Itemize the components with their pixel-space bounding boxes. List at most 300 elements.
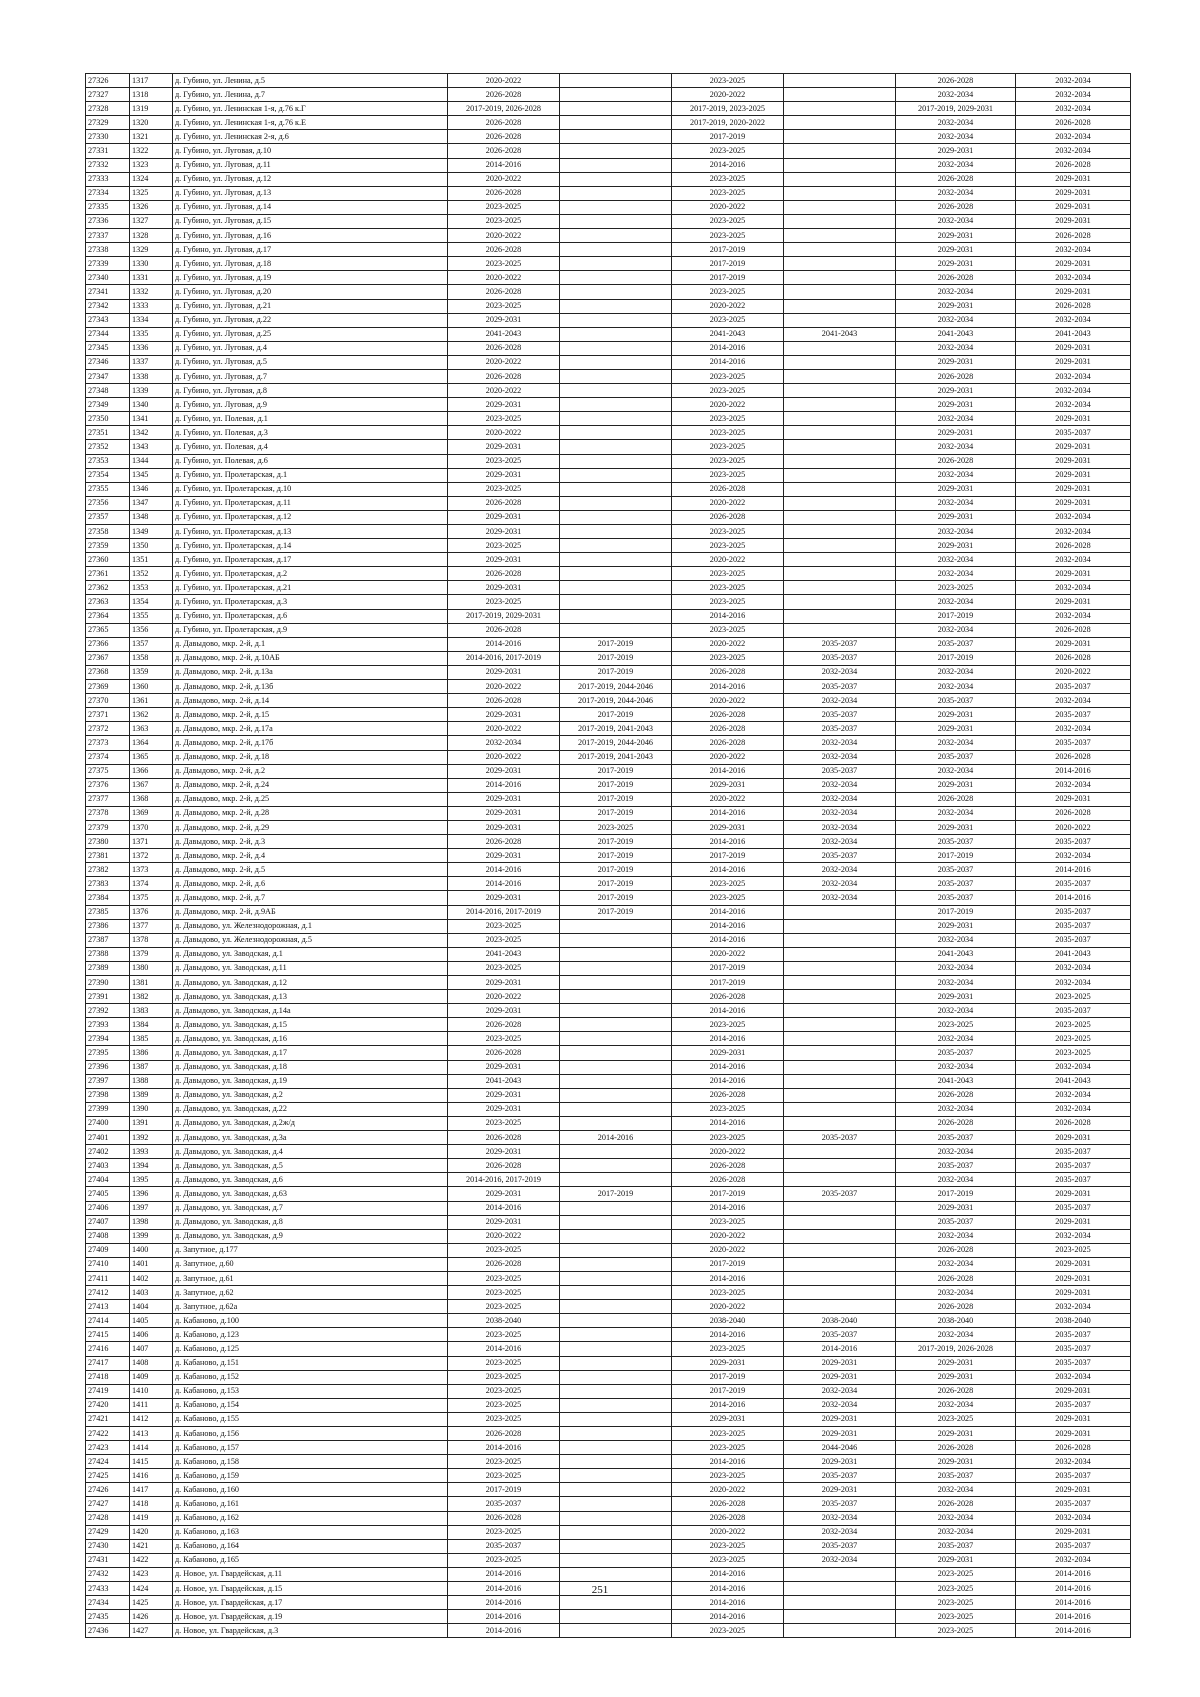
table-row: [86, 1398, 1131, 1412]
period-2-cell: [560, 1497, 672, 1511]
row-number-cell: 27330: [86, 130, 130, 144]
period-4-cell: [784, 158, 896, 172]
address-cell: д. Давыдово, мкр. 2-й, д.10АБ: [173, 651, 448, 665]
period-4-cell: 2032-2034: [784, 792, 896, 806]
item-number-cell: 1392: [130, 1131, 173, 1145]
period-1-cell: 2026-2028: [448, 694, 560, 708]
period-4-cell: [784, 355, 896, 369]
address-cell: д. Давыдово, ул. Заводская, д.4: [173, 1145, 448, 1159]
period-1-cell: 2026-2028: [448, 623, 560, 637]
period-3-cell: 2020-2022: [672, 750, 784, 764]
table-row: [86, 792, 1131, 806]
address-cell: д. Запутное, д.60: [173, 1257, 448, 1271]
period-2-cell: [560, 553, 672, 567]
period-3-cell: 2023-2025: [672, 144, 784, 158]
period-6-cell: 2029-2031: [1016, 341, 1131, 355]
table-row: [86, 567, 1131, 581]
period-6-cell: 2041-2043: [1016, 947, 1131, 961]
table-row: [86, 102, 1131, 116]
period-4-cell: [784, 1046, 896, 1060]
address-cell: д. Губино, ул. Пролетарская, д.2: [173, 567, 448, 581]
period-2-cell: [560, 1567, 672, 1581]
period-6-cell: 2029-2031: [1016, 1412, 1131, 1426]
period-1-cell: 2023-2025: [448, 200, 560, 214]
period-5-cell: 2032-2034: [896, 680, 1016, 694]
period-6-cell: 2023-2025: [1016, 1032, 1131, 1046]
row-number-cell: 27357: [86, 510, 130, 524]
period-4-cell: 2041-2043: [784, 327, 896, 341]
period-5-cell: 2029-2031: [896, 919, 1016, 933]
address-cell: д. Давыдово, ул. Заводская, д.19: [173, 1074, 448, 1088]
period-1-cell: 2014-2016, 2017-2019: [448, 1173, 560, 1187]
period-1-cell: 2023-2025: [448, 1384, 560, 1398]
period-4-cell: [784, 172, 896, 186]
period-4-cell: 2035-2037: [784, 1469, 896, 1483]
period-3-cell: 2023-2025: [672, 1539, 784, 1553]
period-3-cell: 2020-2022: [672, 553, 784, 567]
period-5-cell: 2029-2031: [896, 144, 1016, 158]
address-cell: д. Давыдово, мкр. 2-й, д.18: [173, 750, 448, 764]
item-number-cell: 1360: [130, 680, 173, 694]
period-2-cell: [560, 482, 672, 496]
item-number-cell: 1324: [130, 172, 173, 186]
period-2-cell: 2017-2019: [560, 891, 672, 905]
period-6-cell: 2026-2028: [1016, 299, 1131, 313]
row-number-cell: 27326: [86, 74, 130, 88]
address-cell: д. Кабаново, д.160: [173, 1483, 448, 1497]
period-5-cell: 2023-2025: [896, 1582, 1016, 1596]
row-number-cell: 27402: [86, 1145, 130, 1159]
row-number-cell: 27424: [86, 1455, 130, 1469]
table-row: [86, 1342, 1131, 1356]
item-number-cell: 1420: [130, 1525, 173, 1539]
period-2-cell: [560, 1441, 672, 1455]
period-6-cell: 2014-2016: [1016, 1624, 1131, 1638]
period-3-cell: 2026-2028: [672, 1173, 784, 1187]
table-row: [86, 440, 1131, 454]
item-number-cell: 1373: [130, 863, 173, 877]
period-3-cell: 2014-2016: [672, 806, 784, 820]
row-number-cell: 27383: [86, 877, 130, 891]
item-number-cell: 1371: [130, 835, 173, 849]
address-cell: д. Новое, ул. Гвардейская, д.3: [173, 1624, 448, 1638]
period-3-cell: 2023-2025: [672, 1215, 784, 1229]
address-cell: д. Давыдово, ул. Заводская, д.7: [173, 1201, 448, 1215]
period-5-cell: 2026-2028: [896, 1384, 1016, 1398]
table-row: [86, 595, 1131, 609]
period-3-cell: 2023-2025: [672, 891, 784, 905]
period-6-cell: 2014-2016: [1016, 764, 1131, 778]
period-3-cell: 2014-2016: [672, 1610, 784, 1624]
period-4-cell: [784, 116, 896, 130]
period-2-cell: 2017-2019: [560, 778, 672, 792]
period-3-cell: 2023-2025: [672, 172, 784, 186]
item-number-cell: 1377: [130, 919, 173, 933]
item-number-cell: 1426: [130, 1610, 173, 1624]
table-row: [86, 750, 1131, 764]
item-number-cell: 1343: [130, 440, 173, 454]
table-row: [86, 482, 1131, 496]
item-number-cell: 1351: [130, 553, 173, 567]
period-2-cell: [560, 510, 672, 524]
period-4-cell: [784, 1271, 896, 1285]
address-cell: д. Губино, ул. Луговая, д.11: [173, 158, 448, 172]
row-number-cell: 27397: [86, 1074, 130, 1088]
period-5-cell: 2023-2025: [896, 1624, 1016, 1638]
period-1-cell: 2014-2016: [448, 778, 560, 792]
period-2-cell: 2017-2019, 2041-2043: [560, 750, 672, 764]
row-number-cell: 27435: [86, 1610, 130, 1624]
period-6-cell: 2029-2031: [1016, 792, 1131, 806]
period-1-cell: 2029-2031: [448, 581, 560, 595]
period-1-cell: 2023-2025: [448, 454, 560, 468]
period-5-cell: 2032-2034: [896, 1032, 1016, 1046]
period-5-cell: 2032-2034: [896, 1004, 1016, 1018]
period-2-cell: [560, 1384, 672, 1398]
row-number-cell: 27388: [86, 947, 130, 961]
item-number-cell: 1335: [130, 327, 173, 341]
period-3-cell: 2023-2025: [672, 1624, 784, 1638]
period-4-cell: [784, 1257, 896, 1271]
period-4-cell: 2032-2034: [784, 694, 896, 708]
period-6-cell: 2035-2037: [1016, 1398, 1131, 1412]
period-1-cell: 2023-2025: [448, 1398, 560, 1412]
period-3-cell: 2026-2028: [672, 1511, 784, 1525]
period-1-cell: 2026-2028: [448, 116, 560, 130]
period-1-cell: 2029-2031: [448, 820, 560, 834]
period-3-cell: 2014-2016: [672, 1201, 784, 1215]
period-6-cell: 2035-2037: [1016, 708, 1131, 722]
period-4-cell: [784, 581, 896, 595]
period-2-cell: [560, 1074, 672, 1088]
period-5-cell: 2035-2037: [896, 1131, 1016, 1145]
row-number-cell: 27348: [86, 384, 130, 398]
period-3-cell: 2014-2016: [672, 1398, 784, 1412]
period-4-cell: [784, 313, 896, 327]
period-1-cell: 2020-2022: [448, 271, 560, 285]
period-5-cell: 2032-2034: [896, 567, 1016, 581]
item-number-cell: 1414: [130, 1441, 173, 1455]
row-number-cell: 27353: [86, 454, 130, 468]
table-row: [86, 200, 1131, 214]
address-cell: д. Кабаново, д.165: [173, 1553, 448, 1567]
item-number-cell: 1424: [130, 1582, 173, 1596]
period-1-cell: 2023-2025: [448, 1300, 560, 1314]
period-1-cell: 2026-2028: [448, 1159, 560, 1173]
period-4-cell: [784, 525, 896, 539]
period-1-cell: 2026-2028: [448, 1046, 560, 1060]
period-2-cell: [560, 1243, 672, 1257]
period-5-cell: 2029-2031: [896, 257, 1016, 271]
period-6-cell: 2038-2040: [1016, 1314, 1131, 1328]
period-6-cell: 2032-2034: [1016, 694, 1131, 708]
period-3-cell: 2029-2031: [672, 820, 784, 834]
row-number-cell: 27375: [86, 764, 130, 778]
table-row: [86, 1483, 1131, 1497]
item-number-cell: 1403: [130, 1286, 173, 1300]
period-2-cell: [560, 595, 672, 609]
period-4-cell: 2032-2034: [784, 665, 896, 679]
period-6-cell: 2014-2016: [1016, 863, 1131, 877]
period-3-cell: 2029-2031: [672, 1356, 784, 1370]
period-3-cell: 2014-2016: [672, 905, 784, 919]
period-3-cell: 2014-2016: [672, 919, 784, 933]
period-6-cell: 2032-2034: [1016, 369, 1131, 383]
period-4-cell: 2035-2037: [784, 1497, 896, 1511]
table-row: [86, 158, 1131, 172]
period-3-cell: 2017-2019, 2020-2022: [672, 116, 784, 130]
address-cell: д. Давыдово, ул. Заводская, д.13: [173, 990, 448, 1004]
period-6-cell: 2035-2037: [1016, 1004, 1131, 1018]
period-5-cell: 2029-2031: [896, 778, 1016, 792]
period-1-cell: 2023-2025: [448, 1116, 560, 1130]
period-3-cell: 2020-2022: [672, 398, 784, 412]
table-row: [86, 243, 1131, 257]
period-3-cell: 2014-2016: [672, 158, 784, 172]
item-number-cell: 1413: [130, 1427, 173, 1441]
address-cell: д. Губино, ул. Луговая, д.17: [173, 243, 448, 257]
period-4-cell: 2032-2034: [784, 806, 896, 820]
period-1-cell: 2023-2025: [448, 1243, 560, 1257]
item-number-cell: 1404: [130, 1300, 173, 1314]
period-5-cell: 2026-2028: [896, 74, 1016, 88]
period-4-cell: 2038-2040: [784, 1314, 896, 1328]
period-6-cell: 2035-2037: [1016, 905, 1131, 919]
period-5-cell: 2032-2034: [896, 214, 1016, 228]
item-number-cell: 1372: [130, 849, 173, 863]
period-3-cell: 2017-2019: [672, 1187, 784, 1201]
period-3-cell: 2014-2016: [672, 1582, 784, 1596]
item-number-cell: 1382: [130, 990, 173, 1004]
period-1-cell: 2029-2031: [448, 1060, 560, 1074]
period-6-cell: 2035-2037: [1016, 426, 1131, 440]
period-5-cell: 2032-2034: [896, 595, 1016, 609]
period-6-cell: 2032-2034: [1016, 1088, 1131, 1102]
item-number-cell: 1334: [130, 313, 173, 327]
item-number-cell: 1400: [130, 1243, 173, 1257]
period-5-cell: 2032-2034: [896, 88, 1016, 102]
period-1-cell: 2029-2031: [448, 1145, 560, 1159]
table-row: [86, 1018, 1131, 1032]
period-2-cell: [560, 1102, 672, 1116]
item-number-cell: 1344: [130, 454, 173, 468]
address-cell: д. Давыдово, мкр. 2-й, д.25: [173, 792, 448, 806]
period-1-cell: 2032-2034: [448, 736, 560, 750]
period-1-cell: 2020-2022: [448, 990, 560, 1004]
period-2-cell: [560, 243, 672, 257]
period-5-cell: 2032-2034: [896, 1060, 1016, 1074]
period-2-cell: 2017-2019: [560, 651, 672, 665]
period-3-cell: 2017-2019: [672, 1384, 784, 1398]
period-5-cell: 2032-2034: [896, 285, 1016, 299]
address-cell: д. Губино, ул. Луговая, д.19: [173, 271, 448, 285]
table-row: [86, 1116, 1131, 1130]
row-number-cell: 27387: [86, 933, 130, 947]
table-row: [86, 665, 1131, 679]
period-2-cell: [560, 398, 672, 412]
period-1-cell: 2020-2022: [448, 722, 560, 736]
address-cell: д. Губино, ул. Пролетарская, д.21: [173, 581, 448, 595]
period-3-cell: 2023-2025: [672, 1131, 784, 1145]
table-row: [86, 1497, 1131, 1511]
row-number-cell: 27405: [86, 1187, 130, 1201]
period-3-cell: 2023-2025: [672, 567, 784, 581]
period-4-cell: [784, 1300, 896, 1314]
period-2-cell: [560, 384, 672, 398]
address-cell: д. Давыдово, мкр. 2-й, д.13б: [173, 680, 448, 694]
period-5-cell: 2029-2031: [896, 1455, 1016, 1469]
address-cell: д. Давыдово, ул. Заводская, д.11: [173, 961, 448, 975]
period-1-cell: 2023-2025: [448, 1455, 560, 1469]
table-row: [86, 186, 1131, 200]
item-number-cell: 1383: [130, 1004, 173, 1018]
period-3-cell: 2023-2025: [672, 74, 784, 88]
table-row: [86, 1243, 1131, 1257]
period-5-cell: 2023-2025: [896, 1412, 1016, 1426]
table-row: [86, 1455, 1131, 1469]
period-5-cell: 2032-2034: [896, 1229, 1016, 1243]
table-row: [86, 1553, 1131, 1567]
period-6-cell: 2032-2034: [1016, 722, 1131, 736]
row-number-cell: 27395: [86, 1046, 130, 1060]
row-number-cell: 27427: [86, 1497, 130, 1511]
item-number-cell: 1370: [130, 820, 173, 834]
row-number-cell: 27417: [86, 1356, 130, 1370]
period-5-cell: 2032-2034: [896, 933, 1016, 947]
address-cell: д. Давыдово, мкр. 2-й, д.1: [173, 637, 448, 651]
table-row: [86, 412, 1131, 426]
period-2-cell: [560, 1412, 672, 1426]
period-4-cell: [784, 1088, 896, 1102]
period-4-cell: [784, 1173, 896, 1187]
item-number-cell: 1339: [130, 384, 173, 398]
table-row: [86, 496, 1131, 510]
period-3-cell: 2020-2022: [672, 947, 784, 961]
address-cell: д. Запутное, д.62: [173, 1286, 448, 1300]
row-number-cell: 27407: [86, 1215, 130, 1229]
period-4-cell: [784, 285, 896, 299]
address-cell: д. Запутное, д.61: [173, 1271, 448, 1285]
item-number-cell: 1387: [130, 1060, 173, 1074]
item-number-cell: 1401: [130, 1257, 173, 1271]
row-number-cell: 27340: [86, 271, 130, 285]
row-number-cell: 27380: [86, 835, 130, 849]
address-cell: д. Губино, ул. Полевая, д.4: [173, 440, 448, 454]
period-2-cell: [560, 1539, 672, 1553]
period-3-cell: 2014-2016: [672, 764, 784, 778]
table-row: [86, 1300, 1131, 1314]
period-2-cell: [560, 116, 672, 130]
period-6-cell: 2032-2034: [1016, 1511, 1131, 1525]
row-number-cell: 27358: [86, 525, 130, 539]
period-5-cell: 2032-2034: [896, 665, 1016, 679]
period-3-cell: 2023-2025: [672, 1342, 784, 1356]
period-6-cell: 2032-2034: [1016, 398, 1131, 412]
period-6-cell: 2032-2034: [1016, 271, 1131, 285]
table-row: [86, 637, 1131, 651]
period-2-cell: [560, 412, 672, 426]
period-3-cell: 2038-2040: [672, 1314, 784, 1328]
period-3-cell: 2014-2016: [672, 1596, 784, 1610]
period-1-cell: 2020-2022: [448, 680, 560, 694]
period-1-cell: 2023-2025: [448, 1032, 560, 1046]
row-number-cell: 27338: [86, 243, 130, 257]
period-4-cell: 2029-2031: [784, 1483, 896, 1497]
period-6-cell: 2035-2037: [1016, 835, 1131, 849]
table-row: [86, 1173, 1131, 1187]
period-2-cell: 2023-2025: [560, 820, 672, 834]
row-number-cell: 27406: [86, 1201, 130, 1215]
item-number-cell: 1326: [130, 200, 173, 214]
period-1-cell: 2029-2031: [448, 525, 560, 539]
item-number-cell: 1328: [130, 229, 173, 243]
period-3-cell: 2023-2025: [672, 468, 784, 482]
address-cell: д. Давыдово, ул. Железнодорожная, д.1: [173, 919, 448, 933]
period-5-cell: 2029-2031: [896, 722, 1016, 736]
period-2-cell: [560, 1060, 672, 1074]
period-6-cell: 2032-2034: [1016, 1060, 1131, 1074]
period-3-cell: 2017-2019: [672, 243, 784, 257]
period-6-cell: 2026-2028: [1016, 750, 1131, 764]
period-6-cell: 2029-2031: [1016, 1427, 1131, 1441]
period-2-cell: [560, 130, 672, 144]
row-number-cell: 27391: [86, 990, 130, 1004]
item-number-cell: 1399: [130, 1229, 173, 1243]
table-row: [86, 933, 1131, 947]
period-5-cell: 2035-2037: [896, 694, 1016, 708]
page-number: 251: [591, 1584, 609, 1596]
period-4-cell: [784, 88, 896, 102]
period-1-cell: 2029-2031: [448, 849, 560, 863]
period-2-cell: [560, 976, 672, 990]
item-number-cell: 1340: [130, 398, 173, 412]
period-3-cell: 2020-2022: [672, 637, 784, 651]
period-5-cell: 2032-2034: [896, 496, 1016, 510]
period-2-cell: [560, 1342, 672, 1356]
period-4-cell: [784, 510, 896, 524]
period-4-cell: [784, 623, 896, 637]
period-4-cell: [784, 130, 896, 144]
period-5-cell: 2035-2037: [896, 1159, 1016, 1173]
period-4-cell: 2035-2037: [784, 708, 896, 722]
period-6-cell: 2014-2016: [1016, 1596, 1131, 1610]
table-row: [86, 355, 1131, 369]
period-1-cell: 2023-2025: [448, 1525, 560, 1539]
table-row: [86, 172, 1131, 186]
table-row: [86, 426, 1131, 440]
period-1-cell: 2029-2031: [448, 1004, 560, 1018]
period-1-cell: 2020-2022: [448, 172, 560, 186]
row-number-cell: 27362: [86, 581, 130, 595]
address-cell: д. Кабаново, д.158: [173, 1455, 448, 1469]
period-6-cell: 2035-2037: [1016, 919, 1131, 933]
row-number-cell: 27422: [86, 1427, 130, 1441]
period-6-cell: 2032-2034: [1016, 144, 1131, 158]
period-5-cell: 2029-2031: [896, 243, 1016, 257]
address-cell: д. Кабаново, д.157: [173, 1441, 448, 1455]
period-6-cell: 2041-2043: [1016, 327, 1131, 341]
item-number-cell: 1421: [130, 1539, 173, 1553]
row-number-cell: 27408: [86, 1229, 130, 1243]
item-number-cell: 1329: [130, 243, 173, 257]
period-1-cell: 2029-2031: [448, 313, 560, 327]
item-number-cell: 1317: [130, 74, 173, 88]
table-row: [86, 806, 1131, 820]
period-6-cell: 2029-2031: [1016, 454, 1131, 468]
address-cell: д. Кабаново, д.164: [173, 1539, 448, 1553]
period-2-cell: [560, 1483, 672, 1497]
period-1-cell: 2029-2031: [448, 553, 560, 567]
